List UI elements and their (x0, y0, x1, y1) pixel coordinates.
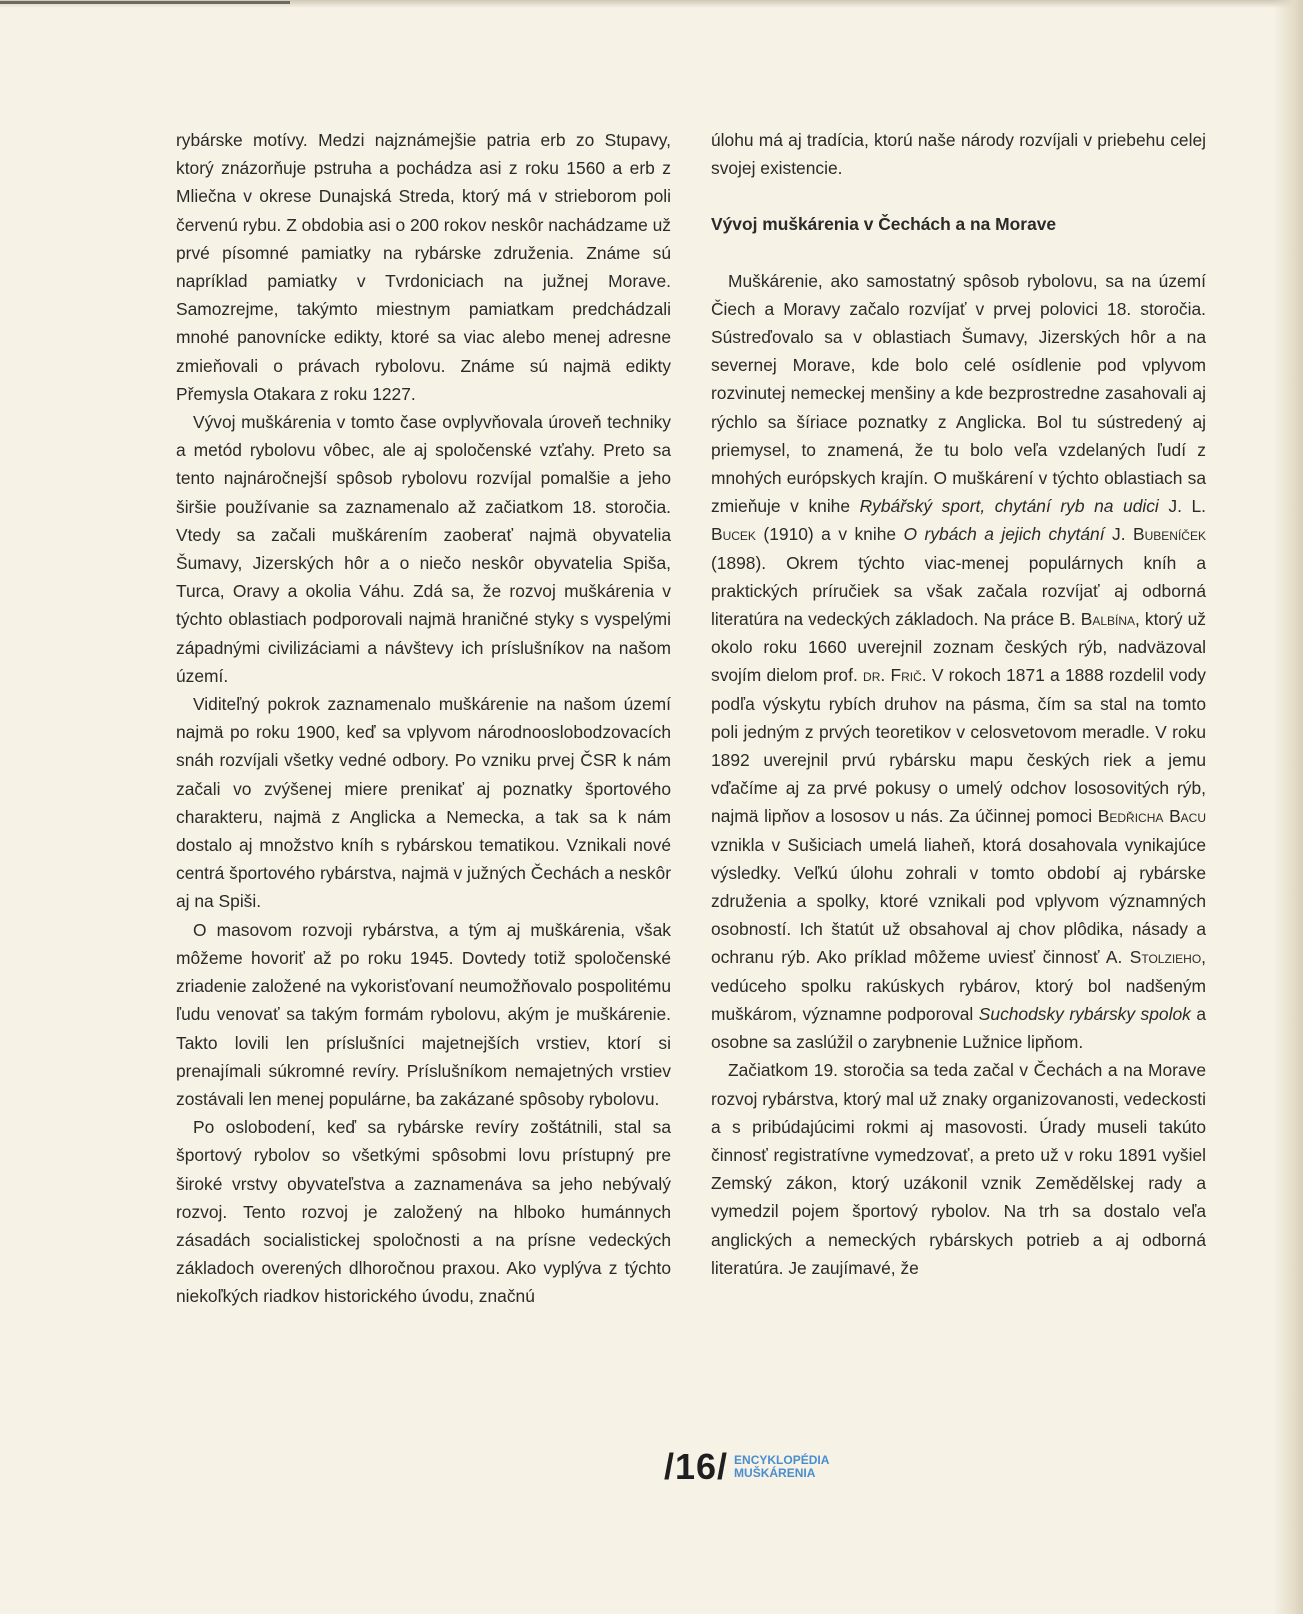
text-run: vznikla v Sušiciach umelá liaheň, ktorá dosahovala vynikajúce výsledky. Veľkú úlohu zohrali v tomto období aj rybárske združenia a spolky, ktoré vznikali pod vplyvom významných osobností. Ich štatút už obsahoval aj chov plôdika, násady a ochranu rýb. Ako príklad môžeme uviesť činnosť A. (711, 834, 1206, 968)
author-name: Balbína (1080, 609, 1136, 630)
text-run: (1910) a v knihe (755, 524, 904, 545)
text-run: Muškárenie, ako samostatný spôsob rybolovu, sa na území Čiech a Moravy začalo rozvíjať v prvej polovici 18. storočia. Sústreďovalo sa v oblastiach Šumavy, Jizerských hôr a na severnej Morave, kde bolo celé osídlenie pod vplyvom rozvinutej nemeckej menšiny a kde bezprostredne zasahovali aj rýchlo sa šíriace poznatky z Anglicka. Bol tu sústredený aj priemysel, to znamená, že tu bolo veľa vzdelaných ľudí z mnohých európskych krajín. O muškárení v týchto oblastiach sa zmieňuje v knihe (711, 270, 1206, 517)
paragraph: O masovom rozvoji rybárstva, a tým aj muškárenia, však môžeme hovoriť až po roku 1945. Dovtedy totiž spoločenské zriadenie založené na vykorisťovaní neumožňovalo pospolitému ľudu venovať sa takým formám rybolovu, akým je muškárenie. Takto lovili len príslušníci majetnejších vrstiev, ktorí si prenajímali súkromné revíry. Príslušníkom nemajetných vrstiev zostávali len menej populárne, ba zakázané spôsoby rybolovu. (176, 919, 671, 1109)
text-run: J. (1104, 524, 1134, 545)
page-footer (664, 1442, 829, 1492)
text-run: , vedúceho spolku rakúskych rybárov, ktorý bol nadšeným muškárom, významne podporoval (711, 947, 1206, 1024)
book-title-line: MUŠKÁRENIA (734, 1466, 816, 1480)
paragraph: úlohu má aj tradícia, ktorú naše národy rozvíjali v priebehu celej svojej existencie. (711, 130, 1206, 179)
left-column (176, 126, 671, 1311)
paragraph: Viditeľný pokrok zaznamenalo muškárenie na našom území najmä po roku 1900, keď sa vplyvom národnooslobodzovacích snáh rozvíjali všetky vedné odbory. Po vzniku prvej ČSR k nám začali vo zvýšenej miere prenikať aj poznatky športového charakteru, najmä z Anglicka a Nemecka, a tak sa k nám dostalo aj množstvo kníh s rybárskou tematikou. Vznikali nové centrá športového rybárstva, najmä v južných Čechách a neskôr aj na Spiši. (176, 694, 671, 912)
organization-name: Suchodsky rybársky spolok (978, 1003, 1191, 1024)
page-right-shadow (1273, 0, 1303, 1614)
text-run: J. L. (1158, 496, 1206, 517)
right-column (711, 126, 1206, 1282)
book-title (734, 1454, 829, 1480)
page-top-rule (0, 1, 290, 4)
author-name: dr. Frič (863, 665, 922, 686)
book-title-rybarsky-sport: Rybářský sport, chytání ryb na udici (859, 496, 1159, 517)
author-name: Bubeníček (1133, 524, 1206, 545)
text-run: , ktorý už okolo roku 1660 uverejnil zoznam českých rýb, nadväzoval svojím dielom prof. (711, 609, 1206, 686)
paragraph (711, 267, 1206, 1057)
book-title-o-rybach: O rybách a jejich chytání (903, 524, 1105, 545)
page-number: /16/ (664, 1446, 729, 1487)
paragraph: Vývoj muškárenia v tomto čase ovplyvňovala úroveň techniky a metód rybolovu vôbec, ale aj spoločenské vzťahy. Preto sa tento najnáročnejší spôsob rybolovu rozvíjal pomalšie a jeho širšie používanie sa zaznamenalo až začiatkom 18. storočia. Vtedy sa začali muškárením zaoberať najmä obyvatelia Šumavy, Jizerských hôr a o niečo neskôr obyvatelia Spiša, Turca, Oravy a okolia Váhu. Zdá sa, že rozvoj muškárenia v týchto oblastiach podporovali najmä hraničné styky s vyspelými západnými civilizáciami a návštevy ich príslušníkov na našom území. (176, 412, 671, 686)
author-name: Stolzieho (1129, 947, 1202, 968)
book-title-line: ENCYKLOPÉDIA (734, 1453, 830, 1467)
section-heading: Vývoj muškárenia v Čechách a na Morave (711, 214, 1057, 235)
author-name: Bucek (711, 524, 756, 545)
paragraph: Začiatkom 19. storočia sa teda začal v Čechách a na Morave rozvoj rybárstva, ktorý mal už znaky organizovanosti, vedeckosti a s pribúdajúcimi rokmi aj masovosti. Úrady museli takúto činnosť registratívne vymedzovať, a preto už v roku 1891 vyšiel Zemský zákon, ktorý uzákonil vznik Zemědělskej rady a vymedzil pojem športový rybolov. Na trh sa dostalo veľa anglických a nemeckých rybárskych potrieb a aj odborná literatúra. Je zaujímavé, že (711, 1060, 1206, 1278)
text-run: . V rokoch 1871 a 1888 rozdelil vody podľa výskytu rybích druhov na pásma, čím sa stal na tomto poli jedným z prvých teoretikov v celosvetovom meradle. V roku 1892 uverejnil prvú rybársku mapu českých riek a jemu vďačíme aj za prvé pokusy o umelý odchov lososovitých rýb, najmä lipňov a lososov u nás. Za účinnej pomoci (711, 665, 1206, 827)
text-run: a osobne sa zaslúžil o zarybnenie Lužnice lipňom. (711, 1003, 1206, 1053)
paragraph: rybárske motívy. Medzi najznámejšie patria erb zo Stupavy, ktorý znázorňuje pstruha a pochádza asi z roku 1560 a erb z Mliečna v okrese Dunajská Streda, ktorý má v strieborom poli červenú rybu. Z obdobia asi o 200 rokov neskôr nachádzame už prvé písomné pamiatky na rybárske združenia. Známe sú napríklad pamiatky v Tvrdoniciach na južnej Morave. Samozrejme, takýmto miestnym pamiatkam predchádzali mnohé panovnícke edikty, ktoré sa viac alebo menej adresne zmieňovali o právach rybolovu. Známe sú najmä edikty Přemysla Otakara z roku 1227. (176, 130, 671, 404)
author-name: Bedřicha Bacu (1097, 806, 1207, 827)
paragraph: Po oslobodení, keď sa rybárske revíry zoštátnili, stal sa športový rybolov so všetkými spôsobmi lovu prístupný pre široké vrstvy obyvateľstva a zaznamenáva sa jeho nebývalý rozvoj. Tento rozvoj je založený na hlboko humánnych zásadách socialistickej spoločnosti a na prísne vedeckých základoch overených dlhoročnou praxou. Ako vyplýva z týchto niekoľkých riadkov historického úvodu, značnú (176, 1117, 671, 1307)
text-run: (1898). Okrem týchto viac-menej populárnych kníh a praktických príručiek sa však začala rozvíjať aj odborná literatúra na vedeckých základoch. Na práce B. (711, 552, 1206, 630)
